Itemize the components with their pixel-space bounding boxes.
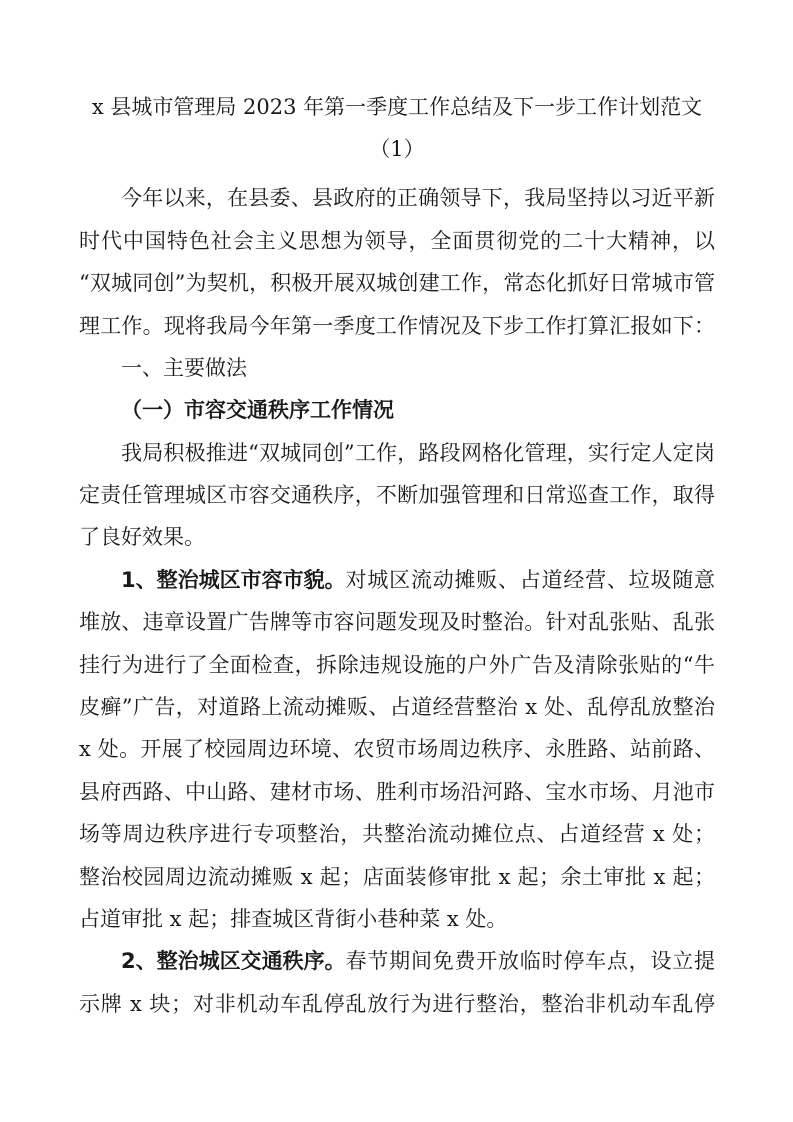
item-1-first-line — [121, 565, 715, 595]
item-1-text: 对城区流动摊贩、占道经营、垃圾随意 — [345, 568, 715, 592]
item-2-first-line — [121, 946, 715, 976]
paragraph-line: x 处。开展了校园周边环境、农贸市场周边秩序、永胜路、站前路、 — [79, 737, 715, 761]
paragraph-line: 场等周边秩序进行专项整治，共整治流动摊位点、占道经营 x 处； — [79, 822, 715, 846]
paragraph-line: 占道审批 x 起；排查城区背街小巷种菜 x 处。 — [79, 907, 508, 931]
item-1-heading: 1、整治城区市容市貌。 — [121, 568, 346, 592]
subsection-heading: （一）市容交通秩序工作情况 — [121, 398, 394, 422]
item-2-text: 春节期间免费开放临时停车点，设立提 — [345, 949, 715, 973]
paragraph-line: 定责任管理城区市容交通秩序，不断加强管理和日常巡查工作，取得 — [79, 483, 715, 507]
intro-line: 理工作。现将我局今年第一季度工作情况及下步工作打算汇报如下： — [79, 314, 715, 338]
paragraph-line: 县府西路、中山路、建材市场、胜利市场沿河路、宝水市场、月池市 — [79, 780, 715, 804]
paragraph-line: 整治校园周边流动摊贩 x 起；店面装修审批 x 起；余土审批 x 起； — [79, 865, 715, 889]
paragraph-line: 堆放、违章设置广告牌等市容问题发现及时整治。针对乱张贴、乱张 — [79, 610, 715, 634]
section-heading: 一、主要做法 — [121, 356, 247, 380]
paragraph-line: 挂行为进行了全面检查，拆除违规设施的户外广告及清除张贴的“牛 — [79, 653, 715, 677]
intro-line: “双城同创”为契机，积极开展双城创建工作，常态化抓好日常城市管 — [79, 271, 715, 295]
document-title: x 县城市管理局 2023 年第一季度工作总结及下一步工作计划范文 — [91, 95, 703, 119]
intro-line: 今年以来，在县委、县政府的正确领导下，我局坚持以习近平新 — [121, 186, 715, 210]
paragraph-line: 示牌 x 块；对非机动车乱停乱放行为进行整治，整治非机动车乱停 — [79, 992, 715, 1016]
intro-line: 时代中国特色社会主义思想为领导，全面贯彻党的二十大精神，以 — [79, 229, 715, 253]
item-2-heading: 2、整治城区交通秩序。 — [121, 949, 346, 973]
paragraph-line: 皮癣”广告，对道路上流动摊贩、占道经营整治 x 处、乱停乱放整治 — [79, 695, 715, 719]
document-title-number: （1） — [369, 137, 425, 161]
paragraph-line: 我局积极推进“双城同创”工作，路段网格化管理，实行定人定岗 — [121, 441, 715, 465]
paragraph-line: 了良好效果。 — [79, 525, 205, 549]
